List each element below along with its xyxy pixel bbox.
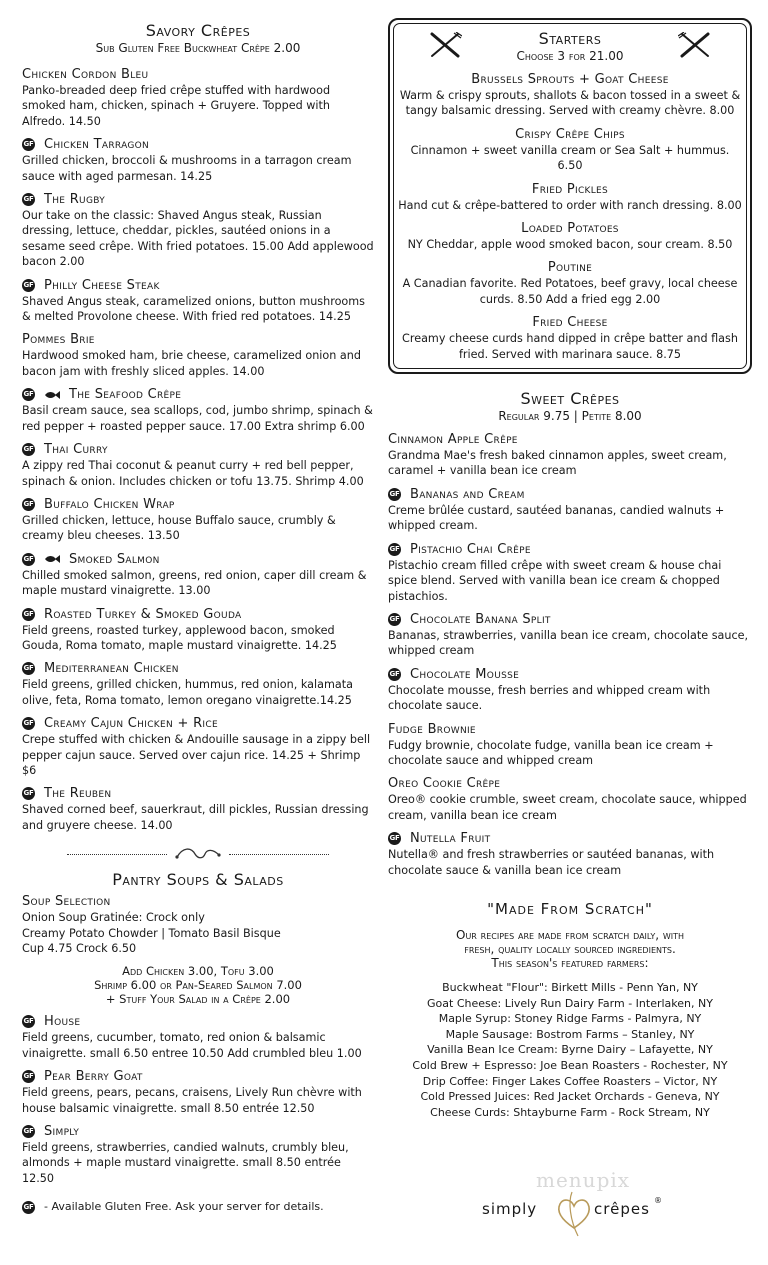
farmer-line: Goat Cheese: Lively Run Dairy Farm - Interlaken, NY	[427, 996, 713, 1010]
logo-text-right: crêpes	[594, 1200, 650, 1218]
salad-item-title	[22, 1013, 374, 1030]
sweet-item-description: Oreo® cookie crumble, sweet cream, chocolate sauce, whipped cream, vanilla bean ice cream	[388, 793, 747, 822]
starter-item-description: A Canadian favorite. Red Potatoes, beef gravy, local cheese curds. 8.50 Add a fried egg 2.00	[402, 277, 738, 306]
savory-item-title	[22, 66, 374, 83]
savory-item-title	[22, 331, 374, 348]
logo-text-left: simply	[482, 1200, 538, 1218]
sweet-item-name: Oreo Cookie Crêpe	[388, 776, 501, 792]
soup-selection-name: Soup Selection	[22, 894, 111, 910]
soup-line: Cup 4.75 Crock 6.50	[22, 942, 137, 955]
crossed-fork-knife-icon	[428, 32, 462, 58]
starter-item-title	[398, 314, 742, 331]
watermark: menupix	[536, 1168, 631, 1192]
savory-item	[22, 441, 374, 489]
savory-item	[22, 331, 374, 379]
starter-item-description: Cinnamon + sweet vanilla cream or Sea Salt + hummus. 6.50	[410, 143, 730, 173]
starter-item-description: NY Cheddar, apple wood smoked bacon, sour cream. 8.50	[407, 238, 733, 252]
gf-badge-icon: GF	[22, 1125, 35, 1138]
intro-line: fresh, quality locally sourced ingredients.	[464, 941, 676, 956]
farmer-line: Buckwheat "Flour": Birkett Mills - Penn Yan, NY	[442, 980, 698, 994]
intro-line: Our recipes are made from scratch daily, with	[456, 927, 684, 942]
sweet-item-name: Fudge Brownie	[388, 721, 476, 737]
starter-item-title	[398, 259, 742, 276]
savory-item-name: Pommes Brie	[22, 332, 95, 348]
savory-item-name: Buffalo Chicken Wrap	[44, 496, 175, 512]
savory-title: Savory Crêpes	[145, 21, 251, 40]
savory-item-description: Shaved Angus steak, caramelized onions, button mushrooms & melted Provolone cheese. With fried red potatoes. 14.25	[22, 294, 365, 324]
starter-item-title	[398, 71, 742, 88]
savory-item-title	[22, 386, 374, 403]
savory-item-title	[22, 551, 374, 568]
sweet-item-title	[388, 431, 752, 448]
sweet-item-description: Creme brûlée custard, sautéed bananas, candied walnuts + whipped cream.	[388, 503, 725, 533]
savory-item-description: Shaved corned beef, sauerkraut, dill pickles, Russian dressing and gruyere cheese. 14.00	[22, 803, 369, 832]
gf-badge-icon: GF	[388, 668, 401, 681]
savory-item-name: The Seafood Crêpe	[69, 387, 182, 403]
savory-list	[22, 66, 374, 833]
starter-item-description: Hand cut & crêpe-battered to order with ranch dressing. 8.00	[398, 198, 742, 212]
gf-badge-icon: GF	[22, 1015, 35, 1028]
savory-item-name: The Rugby	[44, 192, 106, 208]
sweet-list	[388, 431, 752, 878]
starters-list	[398, 71, 742, 362]
gluten-free-footnote	[22, 1200, 374, 1214]
sweet-item	[388, 775, 752, 823]
savory-item-title	[22, 136, 374, 153]
dotted-rule-right	[229, 854, 329, 855]
savory-item-name: Chicken Tarragon	[44, 137, 150, 153]
gf-badge-icon: GF	[22, 1070, 35, 1083]
soup-selection	[22, 893, 374, 956]
savory-item	[22, 136, 374, 184]
gf-badge-icon: GF	[22, 553, 35, 566]
savory-item-description: Our take on the classic: Shaved Angus steak, Russian dressing, lettuce, cheddar, pickles, sautéed onions in a sesame seed crêpe. With fried potatoes. 15.00 Add applewood bacon 2.00	[22, 209, 374, 269]
savory-item-name: Creamy Cajun Chicken + Rice	[44, 716, 218, 732]
sweet-item-description: Pistachio cream filled crêpe with sweet cream & house chai spice blend. Served with vanilla bean ice cream & chopped pistachios.	[388, 558, 722, 603]
savory-item-description: Crepe stuffed with chicken & Andouille sausage in a zippy bell pepper cajun sauce. Served over cajun rice. 14.25 + Shrimp $6	[22, 733, 371, 777]
savory-item-description: Field greens, grilled chicken, hummus, red onion, kalamata olive, feta, Roma tomato, lemon oregano vinaigrette.14.25	[22, 678, 353, 707]
gf-badge-icon: GF	[388, 543, 401, 556]
addon-line: + Stuff Your Salad in a Crêpe 2.00	[105, 992, 291, 1007]
salad-item-name: Simply	[44, 1124, 80, 1140]
soups-title: Pantry Soups & Salads	[112, 870, 284, 890]
salad-item-name: Pear Berry Goat	[44, 1069, 143, 1085]
savory-subtitle: Sub Gluten Free Buckwheat Crêpe 2.00	[95, 41, 301, 55]
starters-box	[388, 18, 752, 374]
starter-item	[398, 220, 742, 252]
sweet-item-description: Bananas, strawberries, vanilla bean ice cream, chocolate sauce, whipped cream	[388, 628, 749, 658]
sweet-item-name: Bananas and Cream	[410, 486, 525, 502]
savory-item	[22, 191, 374, 270]
savory-item-description: Field greens, roasted turkey, applewood bacon, smoked Gouda, Roma tomato, maple mustard vinaigrette. 14.25	[22, 623, 337, 652]
savory-item-description: A zippy red Thai coconut & peanut curry + red bell pepper, spinach & onion. Includes chicken or tofu 13.75. Shrimp 4.00	[22, 459, 364, 488]
dotted-rule-left	[67, 854, 167, 855]
savory-item-name: Smoked Salmon	[69, 551, 160, 567]
savory-item-title	[22, 277, 374, 294]
sweet-item-name: Chocolate Banana Split	[410, 611, 551, 627]
savory-item-name: Chicken Cordon Bleu	[22, 67, 149, 82]
sweet-title: Sweet Crêpes	[520, 389, 620, 409]
sweet-item-title	[388, 486, 752, 503]
sweet-item	[388, 830, 752, 878]
salad-item-name: House	[44, 1014, 81, 1030]
starter-item-description: Creamy cheese curds hand dipped in crêpe batter and flash fried. Served with marinara sauce. 8.75	[402, 332, 738, 361]
gf-badge-icon: GF	[22, 608, 35, 621]
gf-badge-icon: GF	[22, 388, 35, 401]
ornament-divider	[22, 845, 374, 863]
gf-badge-icon: GF	[22, 662, 35, 675]
addon-line: Add Chicken 3.00, Tofu 3.00	[122, 964, 274, 979]
intro-line: This season's featured farmers:	[491, 955, 649, 970]
starter-item-name: Crispy Crêpe Chips	[515, 126, 625, 142]
starter-item-description: Warm & crispy sprouts, shallots & bacon tossed in a sweet & tangy balsamic dressing. Served with creamy chèvre. 8.00	[399, 89, 741, 118]
sweet-item-title	[388, 775, 752, 792]
savory-item	[22, 386, 374, 434]
savory-item	[22, 66, 374, 129]
gf-badge-icon: GF	[22, 1201, 35, 1214]
gf-badge-icon: GF	[22, 279, 35, 292]
logo-registered: ®	[654, 1196, 662, 1205]
gf-badge-icon: GF	[388, 488, 401, 501]
starter-item-name: Fried Pickles	[531, 181, 609, 197]
sweet-item-title	[388, 541, 752, 558]
salad-item-title	[22, 1123, 374, 1140]
salad-item	[22, 1013, 374, 1061]
sweet-item-description: Chocolate mousse, fresh berries and whipped cream with chocolate sauce.	[388, 683, 711, 713]
addon-line: Shrimp 6.00 or Pan-Seared Salmon 7.00	[94, 978, 302, 993]
sweet-item-title	[388, 830, 752, 847]
savory-item	[22, 277, 374, 325]
simply-crepes-logo	[478, 1180, 678, 1240]
fish-icon	[44, 391, 60, 399]
flourish-icon	[173, 845, 223, 863]
sweet-item-title	[388, 666, 752, 683]
starter-item-name: Fried Cheese	[532, 315, 608, 331]
farmers-list	[388, 980, 752, 1120]
starter-item-name: Poutine	[547, 260, 593, 276]
savory-item	[22, 660, 374, 708]
starters-subtitle: Choose 3 for 21.00	[516, 49, 624, 63]
sweet-item-description: Fudgy brownie, chocolate fudge, vanilla bean ice cream + chocolate sauce and whipped cream	[388, 738, 714, 767]
farmer-line: Cheese Curds: Shtayburne Farm - Rock Stream, NY	[430, 1105, 710, 1119]
savory-item-name: The Reuben	[44, 786, 112, 802]
savory-item-title	[22, 606, 374, 623]
gf-badge-icon: GF	[22, 787, 35, 800]
gf-badge-icon: GF	[22, 193, 35, 206]
gf-badge-icon: GF	[388, 832, 401, 845]
starter-item-title	[398, 181, 742, 198]
sweet-item	[388, 611, 752, 659]
savory-item-description: Grilled chicken, lettuce, house Buffalo sauce, crumbly & creamy bleu cheeses. 13.50	[22, 513, 336, 543]
savory-item-description: Chilled smoked salmon, greens, red onion, caper dill cream & maple mustard vinaigrette. 13.00	[22, 568, 367, 598]
sweet-item	[388, 666, 752, 714]
savory-item-title	[22, 496, 374, 513]
savory-item	[22, 785, 374, 833]
savory-item-description: Basil cream sauce, sea scallops, cod, jumbo shrimp, spinach & red pepper + roasted pepper sauce. 17.00 Extra shrimp 6.00	[22, 404, 373, 433]
sweet-item-title	[388, 611, 752, 628]
sweet-item-name: Cinnamon Apple Crêpe	[388, 432, 518, 448]
crossed-fork-knife-icon	[678, 32, 712, 58]
farmer-line: Drip Coffee: Finger Lakes Coffee Roasters – Victor, NY	[422, 1074, 718, 1088]
sweet-item-description: Nutella® and fresh strawberries or sautéed bananas, with chocolate sauce & vanilla bean ice cream	[388, 848, 715, 877]
farmer-line: Cold Pressed Juices: Red Jacket Orchards - Geneva, NY	[420, 1090, 720, 1104]
left-column	[22, 22, 374, 1214]
salad-item	[22, 1068, 374, 1116]
savory-item-name: Roasted Turkey & Smoked Gouda	[44, 606, 242, 622]
soup-line: Creamy Potato Chowder | Tomato Basil Bisque	[22, 926, 281, 940]
scratch-intro	[388, 928, 752, 970]
savory-item-description: Hardwood smoked ham, brie cheese, caramelized onion and bacon jam with freshly sliced apples. 14.00	[22, 349, 361, 378]
sweet-item	[388, 721, 752, 769]
salad-item	[22, 1123, 374, 1186]
savory-item-description: Grilled chicken, broccoli & mushrooms in a tarragon cream sauce with aged parmesan. 14.25	[22, 154, 352, 183]
savory-item-name: Mediterranean Chicken	[44, 661, 179, 677]
savory-item	[22, 496, 374, 544]
scratch-title: "Made From Scratch"	[487, 899, 653, 918]
starter-item	[398, 314, 742, 362]
sweet-item	[388, 431, 752, 479]
salad-list	[22, 1013, 374, 1186]
savory-item	[22, 551, 374, 599]
savory-item-description: Panko-breaded deep fried crêpe stuffed with hardwood smoked ham, chicken, spinach + Gruyere. Topped with Alfredo. 14.50	[22, 84, 331, 128]
salad-item-title	[22, 1068, 374, 1085]
starter-item	[398, 126, 742, 174]
savory-item-name: Philly Cheese Steak	[44, 277, 160, 293]
starter-item-name: Brussels Sprouts + Goat Cheese	[471, 72, 669, 87]
starter-item	[398, 259, 742, 307]
starters-title: Starters	[538, 29, 602, 48]
sweet-item-name: Chocolate Mousse	[410, 666, 520, 682]
gf-badge-icon: GF	[22, 138, 35, 151]
starter-item	[398, 71, 742, 119]
gf-badge-icon: GF	[22, 717, 35, 730]
gf-badge-icon: GF	[22, 498, 35, 511]
gf-badge-icon: GF	[388, 613, 401, 626]
fish-icon	[44, 555, 60, 563]
footnote-text: - Available Gluten Free. Ask your server for details.	[44, 1200, 324, 1214]
sweet-item-title	[388, 721, 752, 738]
farmer-line: Vanilla Bean Ice Cream: Byrne Dairy – Lafayette, NY	[427, 1043, 713, 1057]
starter-item	[398, 181, 742, 213]
salad-item-description: Field greens, strawberries, candied walnuts, crumbly bleu, almonds + maple mustard vinaigrette. small 8.50 entrée 12.50	[22, 1141, 349, 1185]
salad-item-description: Field greens, pears, pecans, craisens, Lively Run chèvre with house balsamic vinaigrette. small 8.50 entrée 12.50	[22, 1086, 362, 1115]
sweet-item-name: Pistachio Chai Crêpe	[410, 541, 531, 557]
starter-item-name: Loaded Potatoes	[521, 221, 619, 237]
sweet-item-description: Grandma Mae's fresh baked cinnamon apples, sweet cream, caramel + vanilla bean ice cream	[388, 449, 727, 478]
salad-addons	[22, 964, 374, 1006]
salad-item-description: Field greens, cucumber, tomato, red onion & balsamic vinaigrette. small 6.50 entree 10.50 Add crumbled bleu 1.00	[22, 1031, 362, 1060]
soup-lines	[22, 910, 374, 956]
farmer-line: Maple Sausage: Bostrom Farms – Stanley, NY	[445, 1027, 695, 1041]
gf-badge-icon: GF	[22, 443, 35, 456]
savory-item	[22, 715, 374, 778]
savory-item-title	[22, 191, 374, 208]
farmer-line: Cold Brew + Espresso: Joe Bean Roasters - Rochester, NY	[412, 1058, 728, 1072]
right-column	[388, 18, 752, 1120]
starter-item-title	[398, 220, 742, 237]
soup-line: Onion Soup Gratinée: Crock only	[22, 911, 205, 925]
savory-item	[22, 606, 374, 654]
savory-item-title	[22, 785, 374, 802]
savory-item-title	[22, 715, 374, 732]
sweet-subtitle: Regular 9.75 | Petite 8.00	[498, 409, 642, 424]
starter-item-title	[398, 126, 742, 143]
savory-item-title	[22, 441, 374, 458]
farmer-line: Maple Syrup: Stoney Ridge Farms - Palmyra, NY	[438, 1012, 702, 1026]
sweet-item	[388, 541, 752, 604]
sweet-item-name: Nutella Fruit	[410, 831, 491, 847]
savory-item-title	[22, 660, 374, 677]
sweet-item	[388, 486, 752, 534]
savory-item-name: Thai Curry	[44, 442, 108, 458]
